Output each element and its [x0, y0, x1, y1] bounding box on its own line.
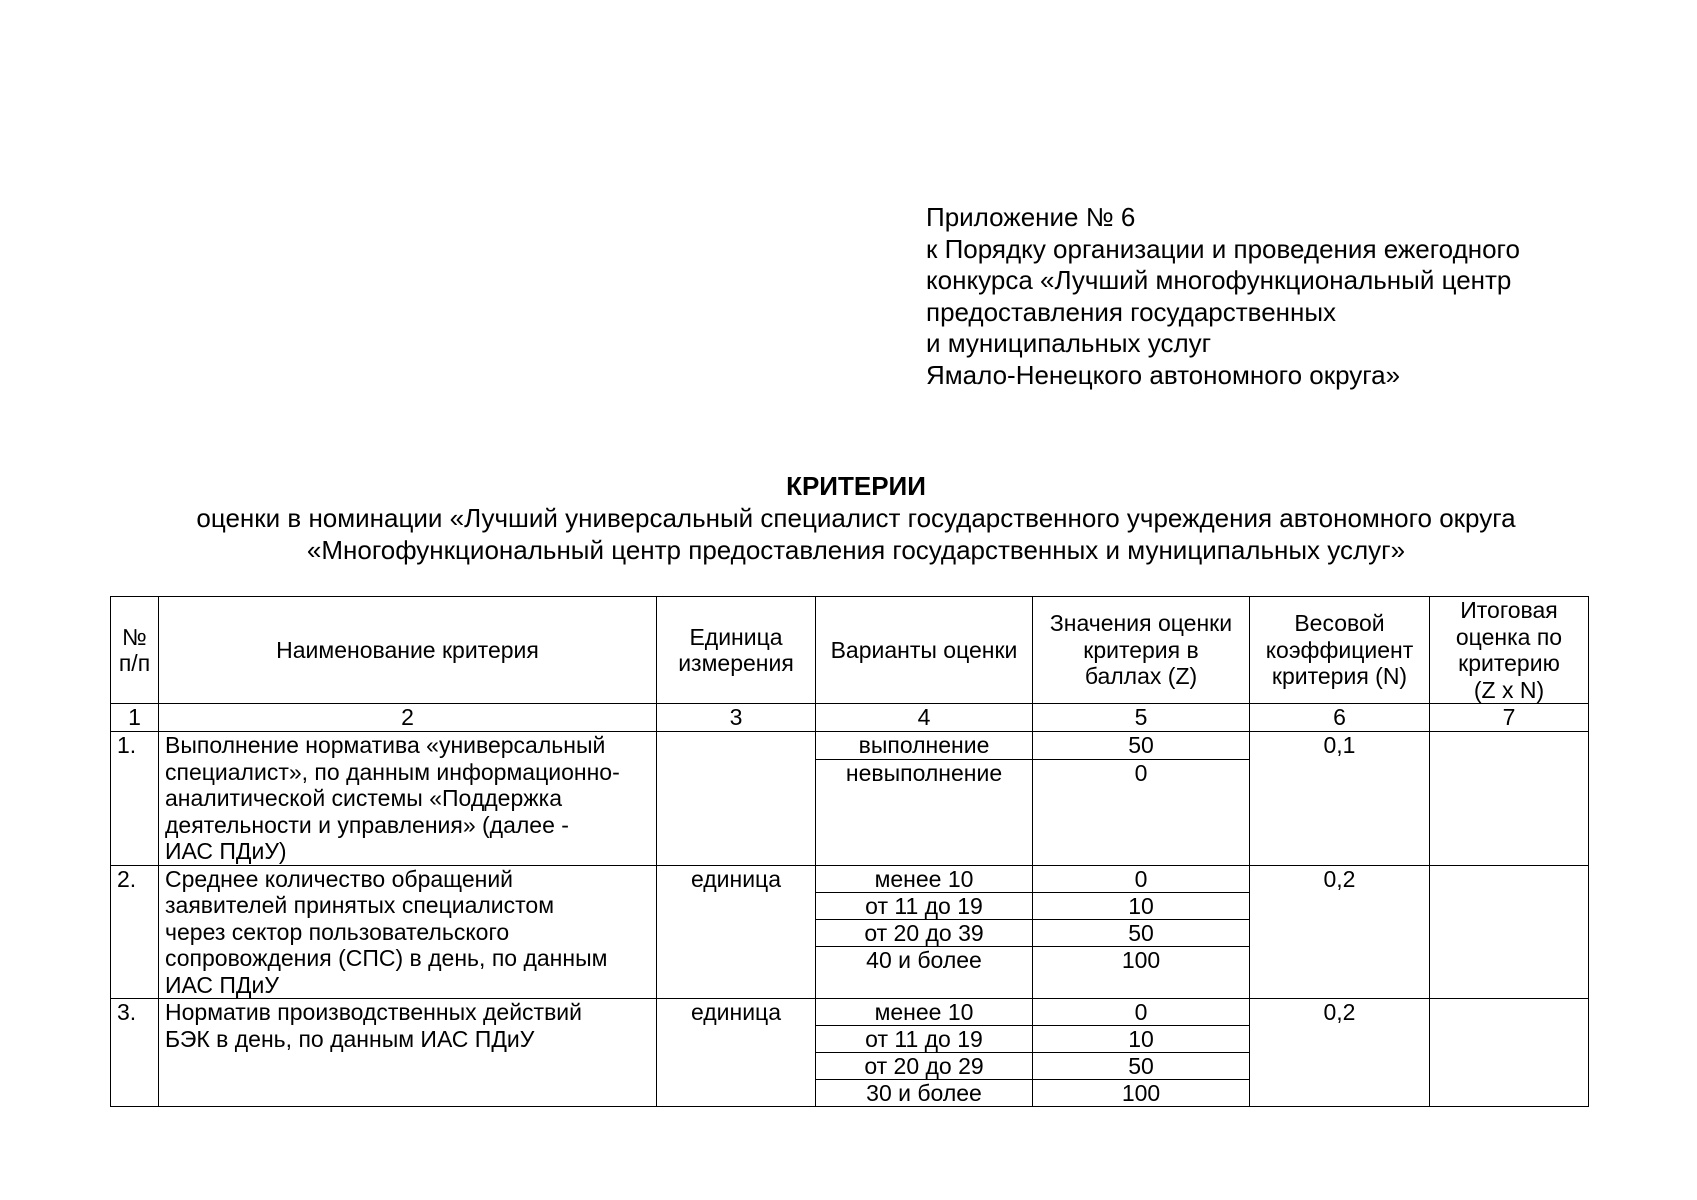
column-number: 4 — [816, 704, 1033, 732]
criterion-weight: 0,2 — [1250, 865, 1430, 999]
header-total: Итоговая оценка по критерию (Z x N) — [1430, 597, 1589, 704]
option-value: 0 — [1033, 999, 1250, 1026]
header-name: Наименование критерия — [159, 597, 657, 704]
column-number: 6 — [1250, 704, 1430, 732]
criterion-unit: единица — [657, 999, 816, 1107]
option-variant: менее 10 — [816, 999, 1033, 1026]
criteria-table — [110, 596, 1589, 1107]
option-variant: 40 и более — [816, 947, 1033, 999]
criterion-name: Выполнение норматива «универсальный специалист», по данным информационно- аналитической системы «Поддержка деятельности и управления» (далее - ИАС ПДиУ) — [159, 732, 657, 866]
header-weight: Весовой коэффициент критерия (N) — [1250, 597, 1430, 704]
criterion-total — [1430, 865, 1589, 999]
option-value: 50 — [1033, 732, 1250, 760]
header-num: № п/п — [111, 597, 159, 704]
header-variants: Варианты оценки — [816, 597, 1033, 704]
option-variant: менее 10 — [816, 865, 1033, 892]
option-value: 100 — [1033, 1080, 1250, 1107]
document-heading — [0, 470, 1697, 566]
column-number-row — [111, 704, 1589, 732]
criterion-name: Среднее количество обращений заявителей принятых специалистом через сектор пользовательского сопровождения (СПС) в день, по данным ИАС ПДиУ — [159, 865, 657, 999]
option-value: 0 — [1033, 760, 1250, 865]
column-number: 5 — [1033, 704, 1250, 732]
criterion-unit — [657, 732, 816, 866]
option-value: 100 — [1033, 947, 1250, 999]
appendix-line: Приложение № 6 — [926, 202, 1136, 232]
table-row — [111, 865, 1589, 892]
option-variant: от 20 до 39 — [816, 920, 1033, 947]
option-value: 50 — [1033, 1053, 1250, 1080]
criterion-num: 2. — [111, 865, 159, 999]
option-value: 0 — [1033, 865, 1250, 892]
option-value: 10 — [1033, 1026, 1250, 1053]
criterion-total — [1430, 999, 1589, 1107]
column-number: 7 — [1430, 704, 1589, 732]
header-row — [111, 597, 1589, 704]
column-number: 3 — [657, 704, 816, 732]
option-variant: от 20 до 29 — [816, 1053, 1033, 1080]
criterion-weight: 0,2 — [1250, 999, 1430, 1107]
table-row — [111, 732, 1589, 760]
criterion-unit: единица — [657, 865, 816, 999]
option-variant: от 11 до 19 — [816, 892, 1033, 919]
appendix-line: и муниципальных услуг — [926, 328, 1212, 358]
page-title: КРИТЕРИИ — [786, 471, 926, 501]
criterion-weight: 0,1 — [1250, 732, 1430, 866]
criterion-num: 1. — [111, 732, 159, 866]
option-value: 10 — [1033, 892, 1250, 919]
appendix-line: предоставления государственных — [926, 296, 1337, 327]
criterion-total — [1430, 732, 1589, 866]
criterion-name: Норматив производственных действий БЭК в день, по данным ИАС ПДиУ — [159, 999, 657, 1107]
appendix-line: к Порядку организации и проведения ежегодного — [926, 233, 1520, 264]
option-variant: 30 и более — [816, 1080, 1033, 1107]
criterion-num: 3. — [111, 999, 159, 1107]
option-value: 50 — [1033, 920, 1250, 947]
appendix-line: конкурса «Лучший многофункциональный центр — [926, 265, 1512, 295]
option-variant: невыполнение — [816, 760, 1033, 865]
column-number: 2 — [159, 704, 657, 732]
option-variant: от 11 до 19 — [816, 1026, 1033, 1053]
column-number: 1 — [111, 704, 159, 732]
option-variant: выполнение — [816, 732, 1033, 760]
subtitle-line: оценки в номинации «Лучший универсальный специалист государственного учреждения автономного округа — [196, 503, 1516, 533]
header-value: Значения оценки критерия в баллах (Z) — [1033, 597, 1250, 704]
header-unit: Единица измерения — [657, 597, 816, 704]
table-row — [111, 999, 1589, 1026]
subtitle-line: «Многофункциональный центр предоставления государственных и муниципальных услуг» — [306, 535, 1406, 565]
appendix-block — [926, 202, 1520, 391]
appendix-line: Ямало-Ненецкого автономного округа» — [926, 359, 1401, 390]
